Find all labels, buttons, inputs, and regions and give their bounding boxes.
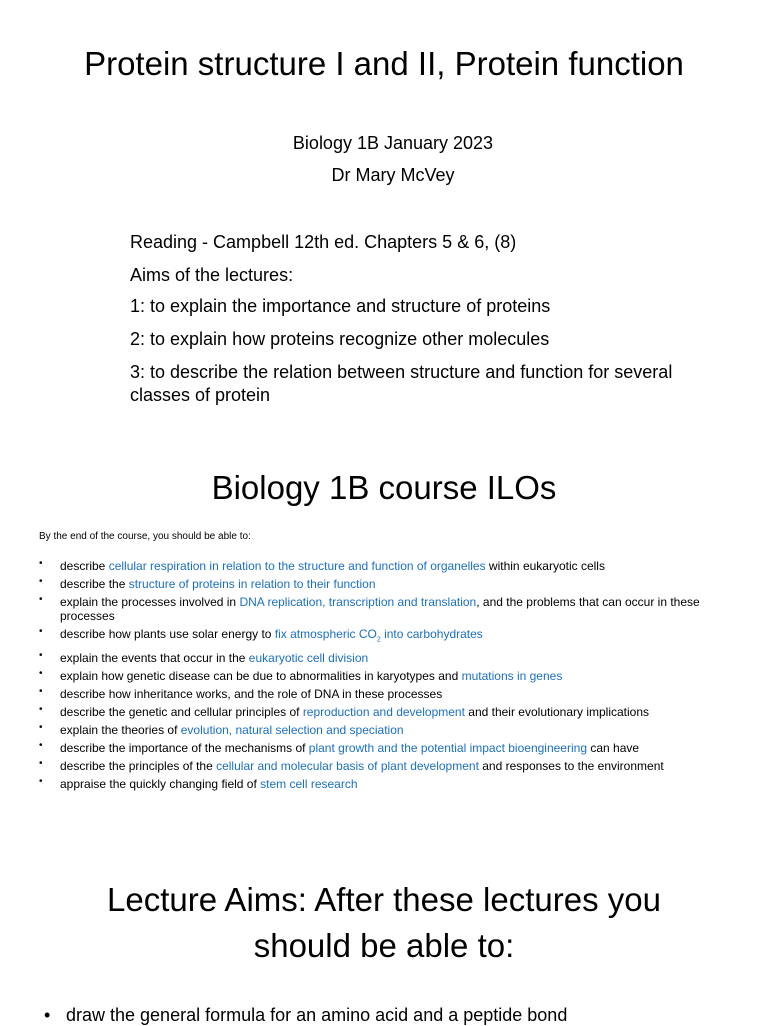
- list-item: • describe how inheritance works, and the role of DNA in these processes: [39, 686, 443, 702]
- ilo-link[interactable]: plant growth and the potential impact bioengineering: [308, 741, 587, 756]
- bullet-icon: •: [39, 776, 43, 788]
- ilo-link[interactable]: stem cell research: [260, 777, 358, 792]
- lecturer-name: Dr Mary McVey: [331, 165, 455, 185]
- list-item: • explain the events that occur in the eukaryotic cell division: [39, 650, 369, 666]
- ilo-intro: By the end of the course, you should be able to:: [39, 531, 251, 542]
- ilo-list: [39, 559, 729, 795]
- bullet-icon: •: [44, 1005, 51, 1025]
- bullet-icon: •: [39, 626, 43, 637]
- bullet-icon: •: [39, 704, 43, 716]
- bullet-icon: •: [39, 594, 43, 605]
- list-item: • describe the genetic and cellular principles of reproduction and development and their evolutionary implications: [39, 704, 650, 720]
- list-item: • describe the structure of proteins in relation to their function: [39, 576, 376, 591]
- list-item: • describe the principles of the cellular and molecular basis of plant development and responses to the environment: [39, 758, 664, 774]
- aim-item-2: 2: to explain how proteins recognize other molecules: [130, 329, 550, 349]
- list-item: • explain how genetic disease can be due to abnormalities in karyotypes and mutations in genes: [39, 668, 563, 684]
- list-item: • describe the importance of the mechanisms of plant growth and the potential impact bioengineering can have: [39, 740, 640, 756]
- list-item: • describe how plants use solar energy to fix atmospheric $CO_2$ into carbohydrates: [39, 626, 483, 644]
- bullet-icon: •: [39, 722, 43, 734]
- bullet-icon: •: [39, 740, 43, 752]
- aim-item-3: 3: to describe the relation between structure and function for several classes of protein: [130, 362, 673, 405]
- bullet-icon: •: [39, 576, 43, 587]
- bullet-icon: •: [39, 558, 43, 569]
- ilo-link[interactable]: structure of proteins in relation to their function: [128, 577, 376, 591]
- lecture-aim-item: • draw the general formula for an amino acid and a peptide bond: [44, 1005, 568, 1025]
- ilo-link[interactable]: reproduction and development: [302, 705, 465, 720]
- bullet-icon: •: [39, 668, 43, 680]
- list-item: • appraise the quickly changing field of stem cell research: [39, 776, 358, 792]
- bullet-icon: •: [39, 650, 43, 662]
- list-item: • explain the processes involved in DNA replication, transcription and translation, and the problems that can occur in these processes: [39, 594, 700, 623]
- bullet-icon: •: [39, 686, 43, 698]
- ilo-link[interactable]: eukaryotic cell division: [248, 651, 369, 666]
- ilo-link[interactable]: fix atmospheric $CO_2$ into carbohydrates: [274, 627, 483, 644]
- ilo-link[interactable]: evolution, natural selection and speciation: [180, 723, 404, 738]
- lecture-aims-title: Lecture Aims: After these lectures you should be able to:: [107, 881, 661, 964]
- page-title: Protein structure I and II, Protein function: [84, 45, 684, 82]
- ilo-link[interactable]: mutations in genes: [461, 669, 563, 684]
- ilo-link[interactable]: cellular respiration in relation to the structure and function of organelles: [108, 559, 486, 573]
- bullet-icon: •: [39, 758, 43, 770]
- ilo-link[interactable]: DNA replication, transcription and translation: [239, 595, 477, 609]
- aims-heading: Aims of the lectures:: [130, 265, 294, 285]
- course-subtitle: Biology 1B January 2023: [292, 133, 494, 153]
- list-item: • explain the theories of evolution, natural selection and speciation: [39, 722, 404, 738]
- ilo-link[interactable]: cellular and molecular basis of plant development: [216, 759, 479, 774]
- reading-line: Reading - Campbell 12th ed. Chapters 5 & 6, (8): [130, 232, 517, 252]
- list-item: • describe cellular respiration in relation to the structure and function of organelles within eukaryotic cells: [39, 558, 605, 573]
- aim-item-1: 1: to explain the importance and structure of proteins: [130, 296, 551, 316]
- ilo-section-title: Biology 1B course ILOs: [211, 469, 557, 506]
